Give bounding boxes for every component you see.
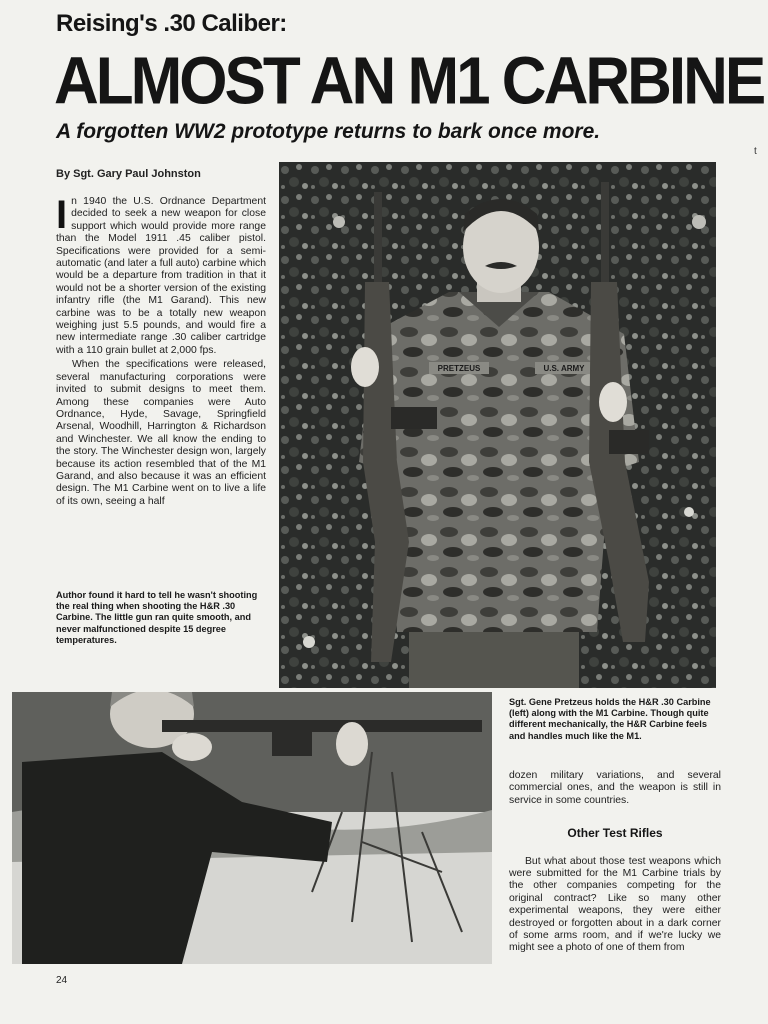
photo-illustration	[279, 162, 716, 688]
page-number: 24	[56, 975, 68, 986]
byline: By Sgt. Gary Paul Johnston	[56, 168, 201, 180]
caption-right: Sgt. Gene Pretzeus holds the H&R .30 Carbine (left) along with the M1 Carbine. Though quite different mechanically, the H&R Carbine feels and handles much like the M1.	[509, 697, 711, 741]
column-left	[56, 193, 266, 510]
edge-mark: t	[754, 146, 757, 157]
photo-soldier-with-carbines	[279, 162, 716, 688]
paragraph-3: dozen military variations, and several commercial ones, and the weapon is still in service in some countries.	[509, 770, 721, 806]
column-right	[509, 770, 721, 955]
branch-tape-text: U.S. ARMY	[543, 364, 585, 373]
kicker: Reising's .30 Caliber:	[56, 10, 287, 37]
paragraph-1: In 1940 the U.S. Ordnance Department decided to seek a new weapon for close support which would provide more range than the Model 1911 .45 caliber pistol. Specifications were provided for a semi-automatic (and later a full auto) carbine which would be a departure from tradition in that it would not be a shorter version of the existing infantry rifle (the M1 Garand). This new carbine was to be a totally new weapon weighing just 5.5 pounds, and would fire a new intermediate range .30 caliber cartridge with a 110 grain bullet at 2,000 fps.	[56, 193, 266, 356]
subhead: Other Test Rifles	[567, 826, 663, 841]
paragraph-4: But what about those test weapons which were submitted for the M1 Carbine trials by the other companies competing for the original contract? Like so many other experimental weapons, they were either destroyed or forgotten about in a dark corner of some arms room, and if we're lucky we might see a photo of one of them from	[509, 855, 721, 954]
photo-illustration-2	[12, 692, 492, 964]
paragraph-2: When the specifications were released, several manufacturing corporations were invited to submit designs to meet them. Among these companies were Auto Ordnance, Hyde, Savage, Springfield Arsenal, Woodhill, Harrington & Richardson and Winchester. We all know the ending to the story. The Winchester design won, largely because its action resembled that of the M1 Garand, and also because it was an efficient design. The M1 Carbine went on to live a life of its own, seeing a half	[56, 359, 266, 507]
drop-cap: I	[56, 193, 68, 237]
photo-author-shooting	[12, 692, 492, 964]
headline: ALMOST AN M1 CARBINE	[54, 44, 764, 119]
caption-left: Author found it hard to tell he wasn't shooting the real thing when shooting the H&R .30 Carbine. The little gun ran quite smooth, and never malfunctioned despite 15 degree temperatures.	[56, 590, 258, 645]
nametape-text: PRETZEUS	[437, 364, 481, 373]
deck: A forgotten WW2 prototype returns to bark once more.	[56, 120, 601, 143]
